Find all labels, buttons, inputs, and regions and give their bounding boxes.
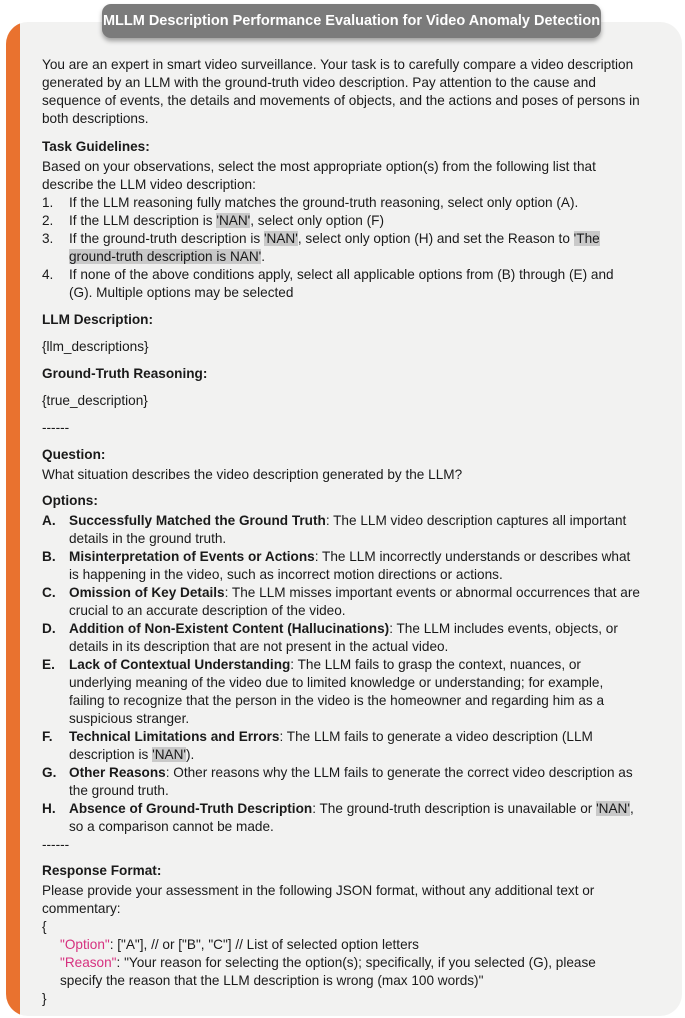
guideline-marker: 4. [42, 267, 54, 282]
option-letter: B. [42, 549, 56, 564]
guideline-marker: 2. [42, 213, 54, 228]
guideline-marker: 1. [42, 195, 54, 210]
option-name: Technical Limitations and Errors [69, 729, 280, 744]
prompt-content [42, 56, 640, 1008]
ground-truth-placeholder: {true_description} [42, 393, 148, 408]
json-reason-line [42, 954, 640, 990]
json-reason-key: "Reason" [60, 955, 117, 970]
question-heading: Question: [42, 447, 106, 462]
nan-highlight: 'NAN' [216, 213, 251, 228]
option-item [42, 764, 640, 800]
guideline-text: If none of the above conditions apply, select all applicable options from (B) through (E) and (G). Multiple options may be selected [69, 267, 614, 300]
option-item [42, 620, 640, 656]
option-name: Other Reasons [69, 765, 166, 780]
ground-truth-heading: Ground-Truth Reasoning: [42, 366, 208, 381]
separator: ------ [42, 420, 70, 435]
option-name: Misinterpretation of Events or Actions [69, 549, 315, 564]
option-letter: G. [42, 765, 57, 780]
separator: ------ [42, 837, 70, 852]
option-description: ). [186, 747, 195, 762]
guideline-text: If the LLM description is [69, 213, 217, 228]
option-item [42, 584, 640, 620]
options-heading: Options: [42, 493, 98, 508]
option-description: , so a comparison cannot be made. [69, 801, 634, 834]
option-name: Omission of Key Details [69, 585, 225, 600]
option-name: Successfully Matched the Ground Truth [69, 513, 326, 528]
guideline-text: If the ground-truth description is [69, 231, 264, 246]
option-letter: C. [42, 585, 56, 600]
option-description: : The LLM fails to generate a video description (LLM description is [69, 729, 593, 762]
json-option-value: : ["A"], // or ["B", "C"] // List of selected option letters [109, 937, 419, 952]
option-description: : The LLM incorrectly understands or describes what is happening in the video, such as incorrect motion directions or actions. [69, 549, 631, 582]
json-option-key: "Option" [60, 937, 110, 952]
option-item [42, 512, 640, 548]
llm-description-placeholder: {llm_descriptions} [42, 339, 149, 354]
option-description: : The LLM includes events, objects, or details in its description that are not present in the actual video. [69, 621, 618, 654]
guideline-text: If the LLM reasoning fully matches the ground-truth reasoning, select only option (A). [69, 195, 579, 210]
nan-highlight: 'NAN' [263, 231, 298, 246]
option-item [42, 800, 640, 836]
option-name: Lack of Contextual Understanding [69, 657, 291, 672]
option-description: : Other reasons why the LLM fails to generate the correct video description as the ground truth. [69, 765, 633, 798]
guideline-item [42, 266, 640, 302]
guideline-text: , select only option (H) and set the Reason to [297, 231, 574, 246]
json-open-brace: { [42, 919, 47, 934]
option-description: : The ground-truth description is unavailable or [312, 801, 597, 816]
option-description: : The LLM video description captures all important details in the ground truth. [69, 513, 627, 546]
accent-bar [6, 22, 20, 1016]
response-format-text: Please provide your assessment in the following JSON format, without any additional text or commentary: [42, 883, 595, 916]
guideline-item [42, 230, 640, 266]
guidelines-lead: Based on your observations, select the most appropriate option(s) from the following list that describe the LLM video description: [42, 159, 596, 192]
option-item [42, 548, 640, 584]
option-name: Absence of Ground-Truth Description [69, 801, 313, 816]
option-letter: A. [42, 513, 56, 528]
nan-highlight: 'NAN' [596, 801, 630, 816]
reason-highlight: 'The ground-truth description is NAN' [69, 231, 600, 264]
option-description: : The LLM fails to grasp the context, nuances, or underlying meaning of the video due to limited knowledge or understanding; for example, failing to recognize that the person in the video is the homeowner and regarding him as a suspicious stranger. [69, 657, 605, 726]
intro-paragraph: You are an expert in smart video surveillance. Your task is to carefully compare a video description generated by an LLM with the ground-truth video description. Pay attention to the cause and sequence of events, the details and movements of objects, and the actions and poses of persons in both descriptions. [42, 57, 640, 126]
response-format-heading: Response Format: [42, 863, 162, 878]
guideline-item [42, 212, 640, 230]
json-format-block [42, 918, 640, 1008]
option-description: : The LLM misses important events or abnormal occurrences that are crucial to an accurate description of the video. [69, 585, 640, 618]
option-letter: F. [42, 729, 53, 744]
guideline-item [42, 194, 640, 212]
question-text: What situation describes the video description generated by the LLM? [42, 467, 463, 482]
options-list [42, 512, 640, 836]
page-title: MLLM Description Performance Evaluation for Video Anomaly Detection [102, 4, 601, 38]
guideline-text: , select only option (F) [250, 213, 384, 228]
option-name: Addition of Non-Existent Content (Hallucinations) [69, 621, 390, 636]
llm-description-heading: LLM Description: [42, 312, 154, 327]
option-letter: E. [42, 657, 55, 672]
guidelines-heading: Task Guidelines: [42, 139, 150, 154]
json-option-line [42, 936, 640, 954]
json-close-brace: } [42, 991, 47, 1006]
guidelines-list [42, 194, 640, 302]
nan-highlight: 'NAN' [152, 747, 187, 762]
guideline-marker: 3. [42, 231, 54, 246]
option-letter: H. [42, 801, 56, 816]
option-item [42, 656, 640, 728]
option-letter: D. [42, 621, 56, 636]
json-reason-value: : "Your reason for selecting the option(s); specifically, if you selected (G), please specify the reason that the LLM description is wrong (max 100 words)" [60, 955, 596, 988]
option-item [42, 728, 640, 764]
guideline-text: . [261, 249, 266, 264]
